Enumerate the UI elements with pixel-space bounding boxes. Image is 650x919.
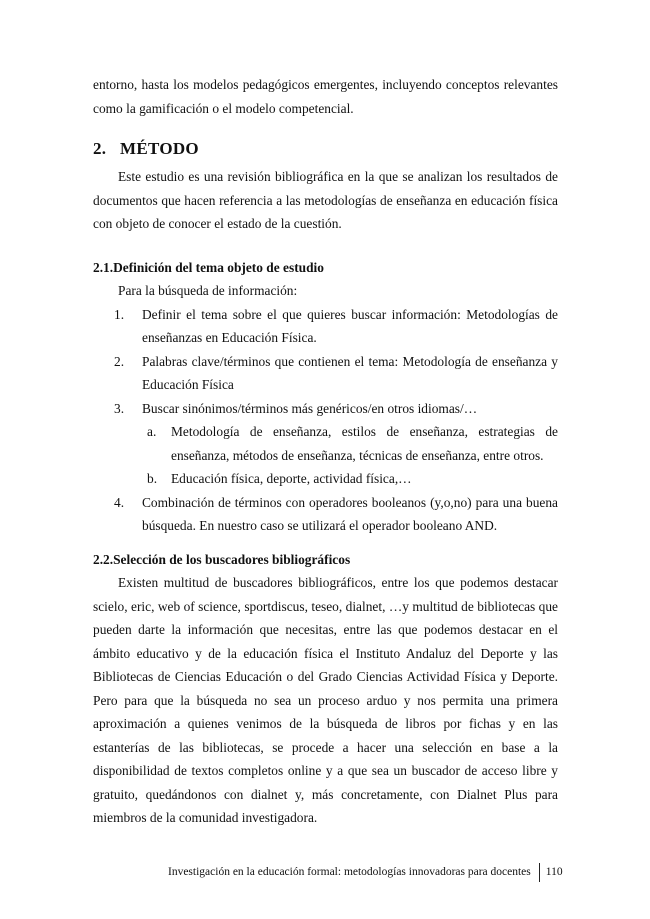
method-block bbox=[93, 165, 558, 236]
sub-list bbox=[142, 420, 558, 491]
subsection-search-engines bbox=[93, 549, 558, 830]
subsection-lead: Para la búsqueda de información: bbox=[118, 283, 298, 298]
list-item-number: 2. bbox=[114, 353, 125, 369]
list-item bbox=[93, 397, 558, 491]
section-heading bbox=[93, 139, 199, 159]
section-number: 2. bbox=[93, 139, 107, 158]
sub-list-item bbox=[142, 467, 558, 491]
steps-list bbox=[93, 303, 558, 538]
list-item-text: Definir el tema sobre el que quieres buscar información: Metodologías de enseñanzas en Educación Física. bbox=[142, 306, 558, 345]
page-footer bbox=[168, 861, 568, 883]
intro-block bbox=[93, 73, 558, 120]
list-item-text: Combinación de términos con operadores booleanos (y,o,no) para una buena búsqueda. En nuestro caso se utilizará el operador booleano AND. bbox=[142, 494, 558, 533]
subsection-heading: 2.1.Definición del tema objeto de estudio bbox=[93, 260, 324, 275]
list-item-text: Buscar sinónimos/términos más genéricos/en otros idiomas/… bbox=[142, 400, 478, 416]
list-item-text: Palabras clave/términos que contienen el tema: Metodología de enseñanza y Educación Física bbox=[142, 353, 558, 392]
footer-title: Investigación en la educación formal: metodologías innovadoras para docentes bbox=[168, 866, 531, 878]
footer-divider bbox=[539, 863, 540, 882]
sub-list-item-text: Educación física, deporte, actividad física,… bbox=[171, 471, 412, 486]
search-engines-paragraph: Existen multitud de buscadores bibliográficos, entre los que podemos destacar scielo, eric, web of science, sportdiscus, teseo, dialnet, …y multitud de bibliotecas que pueden darte la información que necesitas, entre las que podemos destacar en el ámbito educativo y de la educación física el Instituto Andaluz del Deporte y las Bibliotecas de Ciencias Educación o del Grado Ciencias Actividad Física y Deporte. Pero para que la búsqueda no sea un proceso arduo y nos permita una primera aproximación a quienes venimos de la búsqueda de libros por fichas y en las estanterías de las bibliotecas, se procede a hacer una selección en base a la disponibilidad de textos completos online y a que sea un buscador de acceso libre y gratuito, quedándonos con dialnet y, más concretamente, con Dialnet Plus para miembros de la comunidad investigadora. bbox=[93, 575, 558, 825]
list-item bbox=[93, 350, 558, 397]
list-item bbox=[93, 491, 558, 538]
sub-list-item-letter: a. bbox=[147, 424, 157, 439]
list-item bbox=[93, 303, 558, 350]
section-title: MÉTODO bbox=[120, 139, 199, 158]
page-number: 110 bbox=[545, 866, 563, 878]
sub-list-item bbox=[142, 420, 558, 467]
method-paragraph: Este estudio es una revisión bibliográfica en la que se analizan los resultados de documentos que hacen referencia a las metodologías de enseñanza en educación física con objeto de conocer el estado de la cuestión. bbox=[93, 169, 558, 231]
sub-list-item-text: Metodología de enseñanza, estilos de enseñanza, estrategias de enseñanza, métodos de enseñanza, técnicas de enseñanza, entre otros. bbox=[171, 424, 558, 463]
list-item-number: 1. bbox=[114, 306, 125, 322]
subsection-heading: 2.2.Selección de los buscadores bibliográficos bbox=[93, 552, 351, 567]
sub-list-item-letter: b. bbox=[147, 471, 158, 486]
subsection-definition bbox=[93, 257, 558, 538]
list-item-number: 4. bbox=[114, 494, 125, 510]
intro-paragraph: entorno, hasta los modelos pedagógicos emergentes, incluyendo conceptos relevantes como la gamificación o el modelo competencial. bbox=[93, 77, 558, 116]
list-item-number: 3. bbox=[114, 400, 125, 416]
